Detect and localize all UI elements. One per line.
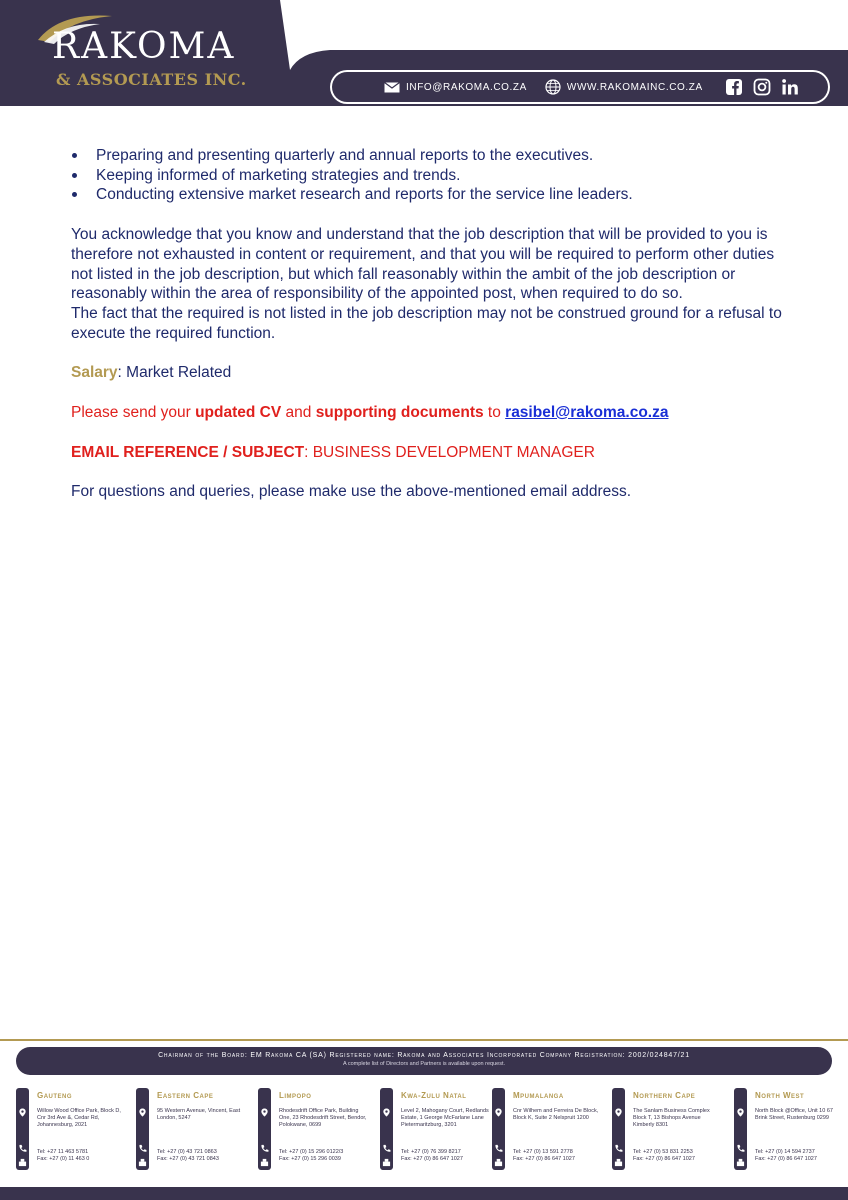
office-fax: Fax: +27 (0) 11 463 0 <box>37 1156 90 1162</box>
office-contact <box>37 1149 127 1163</box>
office-icon-strip <box>612 1088 625 1170</box>
send-docs: supporting documents <box>315 404 484 422</box>
office-contact <box>755 1149 845 1163</box>
office-tel: Tel: +27 (0) 43 721 0863 <box>157 1149 217 1155</box>
fax-icon <box>138 1158 147 1167</box>
list-item: Conducting extensive market research and reports for the service line leaders. <box>71 185 791 205</box>
office-icon-strip <box>380 1088 393 1170</box>
office-address: Rhodesdrift Office Park, Building One, 23 Rhodesdrift Street, Bendor, Polokwane, 0699 <box>279 1108 367 1128</box>
questions-line: For questions and queries, please make use the above-mentioned email address. <box>71 483 632 501</box>
email-reference-line <box>71 443 791 463</box>
logo-title: RAKOMA <box>52 26 236 67</box>
office-fax: Fax: +27 (0) 86 647 1027 <box>401 1156 463 1162</box>
send-and: and <box>281 404 316 422</box>
fax-icon <box>614 1158 623 1167</box>
globe-icon <box>545 79 561 95</box>
duties-list <box>71 146 791 205</box>
send-to: to <box>483 404 506 422</box>
office-kwazulu-natal <box>380 1088 488 1170</box>
office-mpumalanga <box>492 1088 600 1170</box>
logo-subtitle: & ASSOCIATES INC. <box>56 70 247 89</box>
location-pin-icon <box>494 1108 503 1117</box>
salary-label: Salary <box>71 364 118 382</box>
salary-value: : Market Related <box>117 364 232 382</box>
send-instructions <box>71 403 791 423</box>
acknowledgement-paragraph <box>71 225 791 343</box>
office-contact <box>633 1149 723 1163</box>
company-logo <box>30 10 280 90</box>
office-fax: Fax: +27 (0) 86 647 1027 <box>513 1156 575 1162</box>
office-tel: Tel: +27 (0) 13 591 2778 <box>513 1149 573 1155</box>
instagram-icon[interactable] <box>753 78 771 96</box>
office-fax: Fax: +27 (0) 86 647 1027 <box>755 1156 817 1162</box>
footer-divider <box>0 1039 848 1041</box>
phone-icon <box>382 1144 391 1153</box>
phone-icon <box>18 1144 27 1153</box>
office-list <box>16 1088 836 1173</box>
office-name: North West <box>755 1091 805 1100</box>
social-links <box>725 78 809 96</box>
footer-registration-bar <box>16 1047 832 1075</box>
office-icon-strip <box>16 1088 29 1170</box>
office-fax: Fax: +27 (0) 15 296 0039 <box>279 1156 341 1162</box>
office-name: Northern Cape <box>633 1091 696 1100</box>
fax-icon <box>382 1158 391 1167</box>
contact-email[interactable] <box>384 82 527 93</box>
location-pin-icon <box>18 1108 27 1117</box>
contact-pill <box>332 72 828 102</box>
fax-icon <box>494 1158 503 1167</box>
office-fax: Fax: +27 (0) 43 721 0843 <box>157 1156 219 1162</box>
send-cv: updated CV <box>195 404 282 422</box>
send-prefix: Please send your <box>71 404 196 422</box>
office-tel: Tel: +27 (0) 53 831 2253 <box>633 1149 693 1155</box>
office-name: Kwa-Zulu Natal <box>401 1091 467 1100</box>
list-item: Preparing and presenting quarterly and annual reports to the executives. <box>71 146 791 166</box>
ack-text: You acknowledge that you know and understand that the job description that will be provided to you is therefore not exhausted in content or requirement, and that you will be required to perform other duties not listed in the job description, but which fall reasonably within the ambit of the job description or reasonably within the area of responsibility of the appointed post, when required to do so. <box>71 226 775 303</box>
phone-icon <box>614 1144 623 1153</box>
office-gauteng <box>16 1088 124 1170</box>
fax-icon <box>18 1158 27 1167</box>
location-pin-icon <box>138 1108 147 1117</box>
ack-text-2: The fact that the required is not listed in the job description may not be construed ground for a refusal to execute the required function. <box>71 304 782 342</box>
office-contact <box>513 1149 603 1163</box>
office-contact <box>401 1149 491 1163</box>
office-fax: Fax: +27 (0) 86 647 1027 <box>633 1156 695 1162</box>
facebook-icon[interactable] <box>725 78 743 96</box>
email-text: INFO@RAKOMA.CO.ZA <box>406 81 527 93</box>
location-pin-icon <box>260 1108 269 1117</box>
office-contact <box>157 1149 247 1163</box>
mail-icon <box>384 82 400 93</box>
phone-icon <box>736 1144 745 1153</box>
phone-icon <box>138 1144 147 1153</box>
office-tel: Tel: +27 (0) 76 399 8217 <box>401 1149 461 1155</box>
office-eastern-cape <box>136 1088 244 1170</box>
website-text: WWW.RAKOMAINC.CO.ZA <box>566 81 703 93</box>
fax-icon <box>260 1158 269 1167</box>
office-northern-cape <box>612 1088 720 1170</box>
office-address: Cnr Wilhem and Ferreira De Block, Block K, Suite 2 Nelspruit 1200 <box>513 1108 599 1121</box>
list-item: Keeping informed of marketing strategies and trends. <box>71 166 791 186</box>
location-pin-icon <box>614 1108 623 1117</box>
contact-website[interactable] <box>545 79 703 95</box>
office-address: Level 2, Mahogany Court, Redlands Estate, 1 George McFarlane Lane Pietermaritzburg, 3201 <box>401 1108 489 1128</box>
office-tel: Tel: +27 (0) 14 594 2737 <box>755 1149 815 1155</box>
phone-icon <box>260 1144 269 1153</box>
location-pin-icon <box>736 1108 745 1117</box>
office-tel: Tel: +27 11 463 5781 <box>37 1149 89 1155</box>
office-north-west <box>734 1088 842 1170</box>
office-contact <box>279 1149 369 1163</box>
office-address: 95 Western Avenue, Vincent, East London, 5247 <box>157 1108 241 1121</box>
office-address: North Block @Office, Unit 10 67 Brink Street, Rustenburg 0299 <box>755 1108 833 1121</box>
office-icon-strip <box>136 1088 149 1170</box>
salary-line <box>71 363 791 383</box>
office-name: Eastern Cape <box>157 1091 214 1100</box>
office-icon-strip <box>734 1088 747 1170</box>
office-icon-strip <box>492 1088 505 1170</box>
directors-note: A complete list of Directors and Partners is available upon request. <box>342 1061 506 1067</box>
fax-icon <box>736 1158 745 1167</box>
office-limpopo <box>258 1088 366 1170</box>
office-name: Gauteng <box>37 1091 73 1100</box>
reference-label: EMAIL REFERENCE / SUBJECT <box>71 443 305 461</box>
office-icon-strip <box>258 1088 271 1170</box>
reference-value: : BUSINESS DEVELOPMENT MANAGER <box>304 443 595 461</box>
office-name: Limpopo <box>279 1091 312 1100</box>
application-email-link[interactable]: rasibel@rakoma.co.za <box>505 404 669 422</box>
office-tel: Tel: +27 (0) 15 296 0122/3 <box>279 1149 344 1155</box>
footer-bottom-band <box>0 1187 848 1200</box>
registration-text: Chairman of the Board: EM Rakoma CA (SA) Registered name: Rakoma and Associates Incorporated Company Registration: 2002/024847/21 <box>158 1052 690 1059</box>
linkedin-icon[interactable] <box>781 78 799 96</box>
office-address: Willow Wood Office Park, Block D, Cnr 3rd Ave &, Cedar Rd, Johannesburg, 2021 <box>37 1108 121 1128</box>
phone-icon <box>494 1144 503 1153</box>
document-body <box>71 146 791 502</box>
office-name: Mpumalanga <box>513 1091 564 1100</box>
location-pin-icon <box>382 1108 391 1117</box>
office-address: The Sanlam Business Complex Block T, 13 Bishops Avenue Kimberly 8301 <box>633 1108 710 1128</box>
